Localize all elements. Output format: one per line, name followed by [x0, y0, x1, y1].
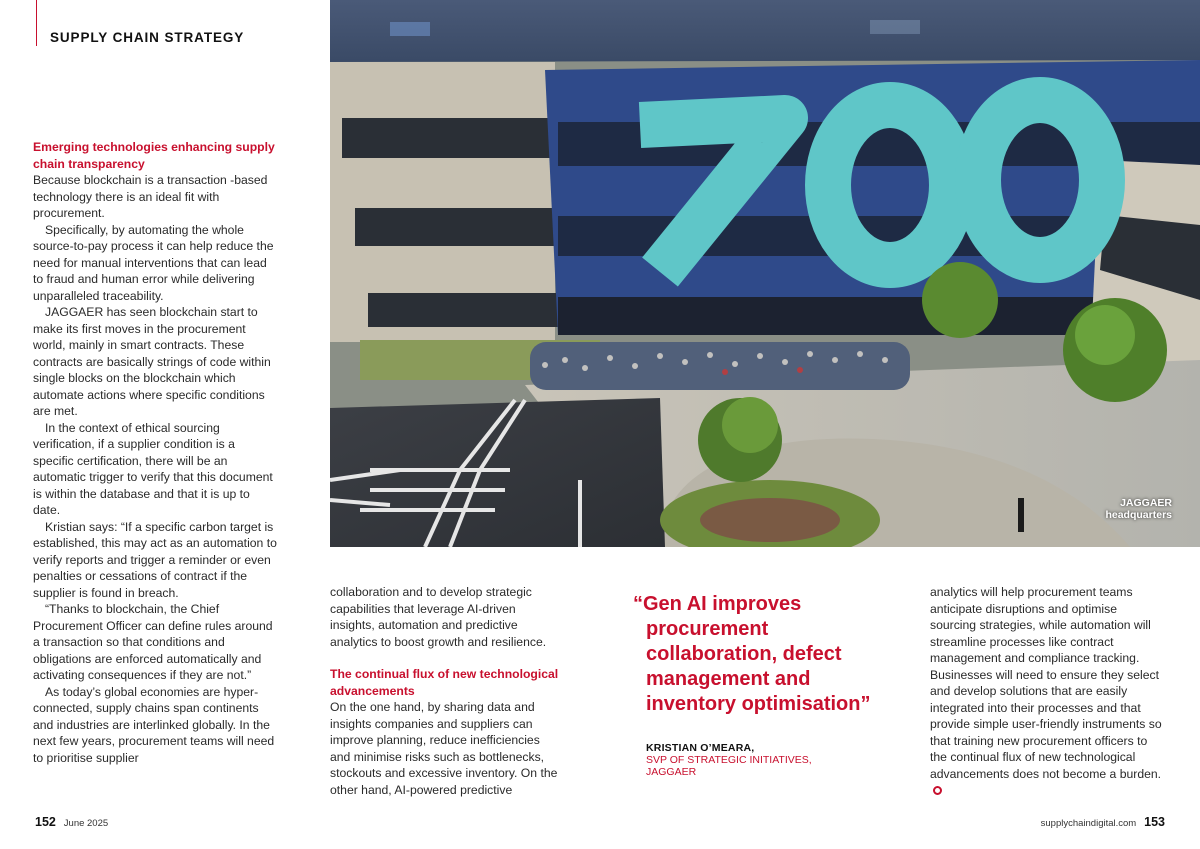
- close-quote-mark: ”: [860, 693, 871, 715]
- paragraph: Kristian says: “If a specific carbon target is established, this may act as an automation to verify reports and trigger a reminder or even penalties or cessations of contract if the supplier is found in breach.: [33, 519, 277, 600]
- subheading-emerging-tech: Emerging technologies enhancing supply chain transparency: [33, 140, 275, 171]
- pull-quote: [633, 592, 883, 717]
- page-number: 152: [35, 815, 56, 829]
- hero-photo: [330, 0, 1200, 547]
- page-number: 153: [1144, 815, 1165, 829]
- attribution-role: SVP OF STRATEGIC INITIATIVES,: [646, 754, 812, 766]
- paragraph: Because blockchain is a transaction -based technology there is an ideal fit with procurement.: [33, 173, 268, 220]
- photo-caption: JAGGAER headquarters: [1105, 497, 1172, 521]
- paragraph: analytics will help procurement teams anticipate disruptions and optimise sourcing strategies, while automation will streamline processes like contract management and compliance tracking. Businesses will need to ensure they select and develop solutions that are easily integrated into their processes and that provide simple user-friendly instruments so that training new procurement officers to the continual flux of new technological advancements does not become a burden.: [930, 584, 1165, 799]
- paragraph: On the one hand, by sharing data and insights companies and suppliers can improve planning, reduce inefficiencies and minimise risks such as bottlenecks, stockouts and excessive inventory. On the other hand, AI-powered predictive: [330, 700, 558, 797]
- open-quote-mark: “: [633, 593, 643, 615]
- folio-right: [1041, 815, 1165, 829]
- article-column-4: [930, 584, 1165, 799]
- end-of-article-icon: [933, 786, 942, 795]
- paragraph: Specifically, by automating the whole source-to-pay process it can help reduce the need for manual interventions that can lead to fraud and human error while delivering unparalleled traceability.: [33, 222, 274, 303]
- paragraph: In the context of ethical sourcing verification, if a supplier condition is a specific certification, there will be an automatic trigger to verify that this document is within the database and that it is up to date.: [33, 420, 273, 517]
- paragraph: collaboration and to develop strategic capabilities that leverage AI-driven insights, automation and predictive analytics to boost growth and resilience.: [330, 585, 547, 649]
- header-rule: [36, 0, 37, 46]
- attribution-name: KRISTIAN O’MEARA,: [646, 742, 755, 754]
- headquarters-aerial-image: [330, 0, 1200, 547]
- paragraph: JAGGAER has seen blockchain start to make its first moves in the procurement world, mainly in smart contracts. These contracts are basically strings of code within single blocks on the blockchain which automate actions where specific conditions are met.: [33, 305, 271, 418]
- section-label: SUPPLY CHAIN STRATEGY: [50, 30, 245, 45]
- paragraph: As today’s global economies are hyper-connected, supply chains span continents and industries are interlinked globally. In the next few years, procurement teams will need to prioritise supplier: [33, 684, 275, 765]
- pull-quote-text: Gen AI improves procurement collaboration, defect management and inventory optimisation: [643, 593, 861, 715]
- paragraph: “Thanks to blockchain, the Chief Procurement Officer can define rules around a transaction so that conditions and obligations are enforced automatically and activating consequences if they are not.”: [33, 602, 273, 682]
- issue-date: June 2025: [63, 818, 109, 829]
- attribution-company: JAGGAER: [646, 766, 697, 778]
- article-column-2: [330, 584, 562, 798]
- subheading-continual-flux: The continual flux of new technological advancements: [330, 667, 559, 698]
- site-url: supplychaindigital.com: [1040, 818, 1137, 829]
- quote-attribution: [646, 742, 883, 778]
- article-column-1: [33, 139, 278, 766]
- folio-left: [35, 815, 108, 829]
- pull-quote-block: [633, 592, 883, 778]
